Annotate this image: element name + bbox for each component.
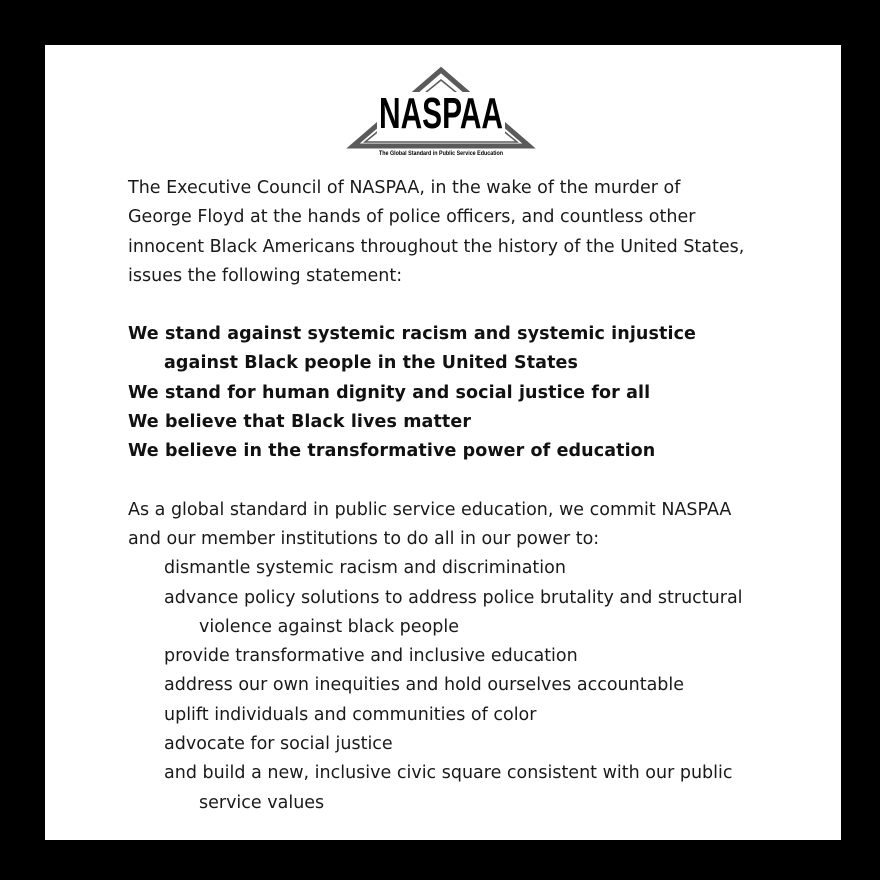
statement-body (128, 174, 768, 818)
intro-line: The Executive Council of NASPAA, in the wake of the murder of (128, 178, 681, 198)
intro-line: innocent Black Americans throughout the history of the United States, (128, 236, 745, 257)
commitment-item: advance policy solutions to address police brutality and structural (164, 587, 743, 608)
commit-line: As a global standard in public service education, we commit NASPAA (128, 499, 732, 520)
logo-tagline: The Global Standard in Public Service Education (379, 151, 504, 157)
commit-line: and our member institutions to do all in our power to: (128, 528, 600, 549)
commitment-item: dismantle systemic racism and discrimination (164, 558, 566, 579)
intro-line: George Floyd at the hands of police officers, and countless other (128, 207, 696, 228)
commitment-item: violence against black people (199, 616, 459, 637)
commitment-item: service values (199, 792, 325, 813)
statement-line: We believe in the transformative power of education (128, 441, 656, 462)
statement-line: We stand for human dignity and social justice for all (128, 382, 651, 403)
commitment-item: and build a new, inclusive civic square consistent with our public (164, 763, 733, 784)
commitment-item: uplift individuals and communities of color (164, 704, 537, 725)
logo-wordmark: NASPAA (379, 89, 503, 138)
commitment-item: address our own inequities and hold ourselves accountable (164, 675, 685, 696)
intro-line: issues the following statement: (128, 265, 403, 286)
commitment-item: advocate for social justice (164, 734, 393, 755)
statement-line: We believe that Black lives matter (128, 412, 472, 433)
statement-line: against Black people in the United States (164, 353, 579, 374)
statement-line: We stand against systemic racism and systemic injustice (128, 324, 697, 345)
commitment-item: provide transformative and inclusive education (164, 646, 578, 667)
naspaa-logo (349, 66, 533, 158)
